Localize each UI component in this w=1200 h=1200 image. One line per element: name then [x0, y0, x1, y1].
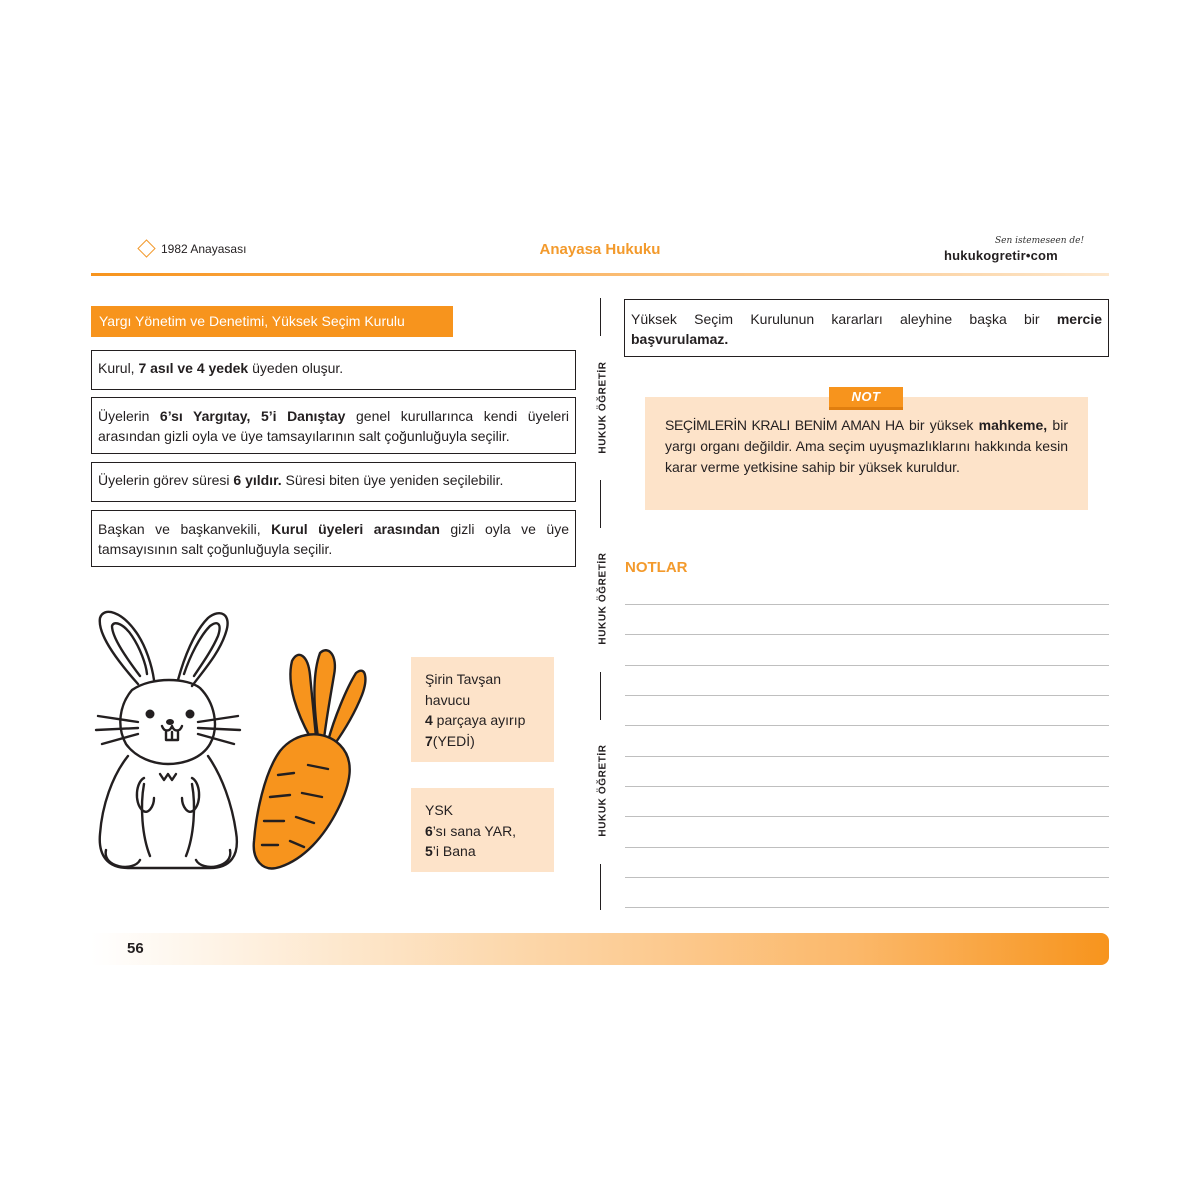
section-title: Yargı Yönetim ve Denetimi, Yüksek Seçim Kurulu [91, 306, 453, 337]
note-line [625, 816, 1109, 817]
sidebar-label: HUKUK ÖĞRETİR [597, 361, 609, 454]
note-line [625, 786, 1109, 787]
note-box: SEÇİMLERİN KRALI BENİM AMAN HA bir yüksek mahkeme, bir yargı organı değildir. Ama seçim uyuşmazlıklarını hakkında kesin karar verme yetkisine sahip bir yüksek kuruldur. [645, 397, 1088, 510]
column-divider [600, 864, 601, 910]
page-title: Anayasa Hukuku [539, 241, 661, 258]
carrot-illustration [250, 645, 368, 871]
brand-tagline: Sen istemeseen de! [995, 236, 1085, 246]
note-badge: NOT [829, 387, 903, 407]
note-line [625, 665, 1109, 666]
column-divider [600, 672, 601, 720]
note-line [625, 756, 1109, 757]
mnemonic-box-ysk: YSK 6’sı sana YAR, 5’i Bana [411, 788, 554, 872]
info-box-appeal: Yüksek Seçim Kurulunun kararları aleyhine başka bir mercie başvurulamaz. [624, 299, 1109, 357]
note-line [625, 877, 1109, 878]
note-line [625, 695, 1109, 696]
info-box-president: Başkan ve başkanvekili, Kurul üyeleri arasından gizli oyla ve üye tamsayısının salt çoğunluğuyla seçilir. [91, 510, 576, 567]
note-line [625, 907, 1109, 908]
info-box-selection: Üyelerin 6’sı Yargıtay, 5’i Danıştay genel kurullarınca kendi üyeleri arasından gizli oyla ve üye tamsayılarının salt çoğunluğuyla seçilir. [91, 397, 576, 454]
rabbit-illustration [92, 606, 244, 874]
header-divider [91, 273, 1109, 276]
brand-logo: hukukogretir•com [944, 248, 1058, 263]
page-number: 56 [127, 940, 144, 957]
notes-title: NOTLAR [625, 559, 688, 576]
column-divider [600, 298, 601, 336]
header-section: 1982 Anayasası [161, 242, 247, 256]
footer-bar [91, 933, 1109, 965]
column-divider [600, 480, 601, 528]
sidebar-label: HUKUK ÖĞRETİR [597, 744, 609, 837]
info-box-term: Üyelerin görev süresi 6 yıldır. Süresi biten üye yeniden seçilebilir. [91, 462, 576, 502]
note-line [625, 604, 1109, 605]
note-line [625, 847, 1109, 848]
info-box-members: Kurul, 7 asıl ve 4 yedek üyeden oluşur. [91, 350, 576, 390]
sidebar-label: HUKUK ÖĞRETİR [597, 552, 609, 645]
note-line [625, 634, 1109, 635]
mnemonic-box-carrot: Şirin Tavşan havucu 4 parçaya ayırıp 7(YEDİ) [411, 657, 554, 762]
note-line [625, 725, 1109, 726]
